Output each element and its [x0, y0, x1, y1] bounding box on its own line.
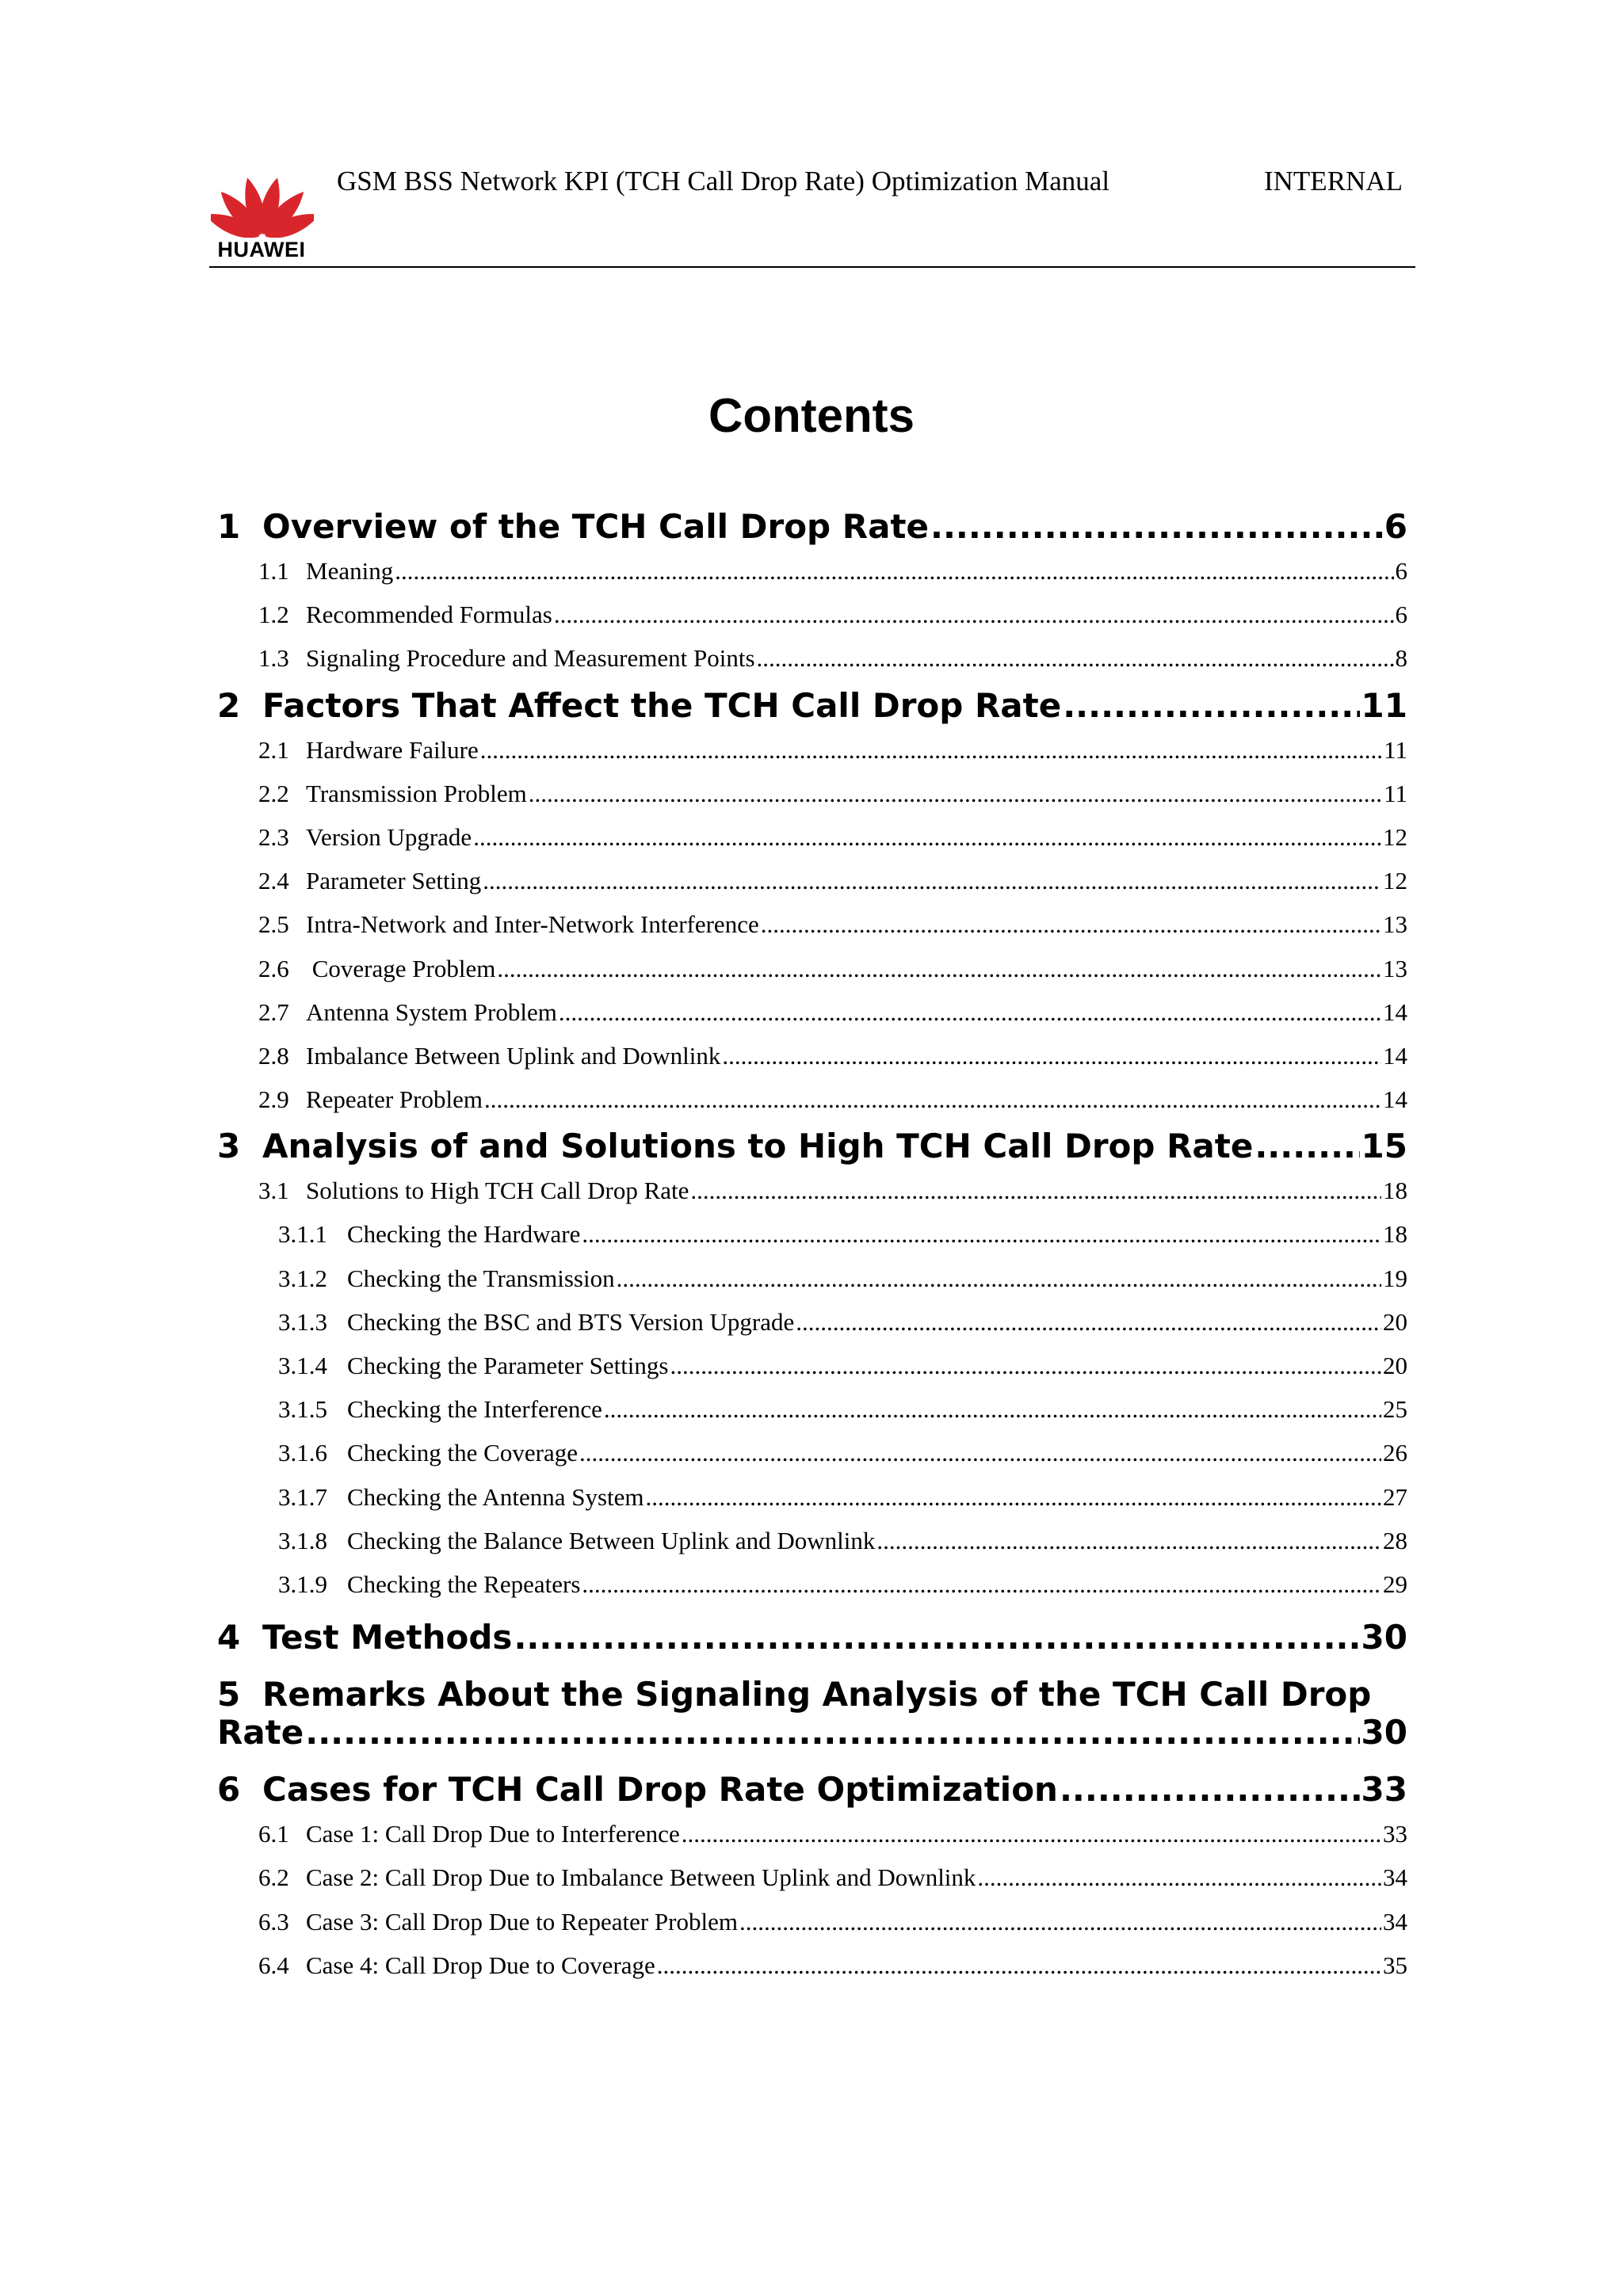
toc-section-number: 1: [217, 507, 241, 546]
toc-item-title: Signaling Procedure and Measurement Points: [306, 644, 755, 673]
toc-item-number: 2.5: [258, 910, 289, 939]
toc-subitem-3-1-9[interactable]: [217, 1562, 1407, 1606]
toc-item-2-8[interactable]: [217, 1034, 1407, 1077]
toc-page-number: 12: [1383, 822, 1407, 851]
toc-page-number: 15: [1361, 1127, 1407, 1166]
toc-subitem-number: 3.1.8: [278, 1526, 327, 1554]
toc-subitem-title: Checking the BSC and BTS Version Upgrade: [347, 1307, 795, 1336]
dot-leader: [930, 505, 1383, 549]
toc-page-number: 12: [1383, 867, 1407, 895]
dot-leader: [1063, 684, 1359, 728]
toc-item-title: Hardware Failure: [306, 735, 479, 764]
dot-leader: [582, 1212, 1381, 1256]
toc-section-number: 4: [217, 1618, 241, 1657]
toc-page-number: 30: [1361, 1713, 1407, 1753]
toc-subitem-3-1-5[interactable]: [217, 1387, 1407, 1431]
toc-page-number: 33: [1383, 1820, 1407, 1848]
toc-section-title-line2: Rate: [217, 1713, 304, 1753]
toc-item-title: Recommended Formulas: [306, 601, 552, 629]
toc-item-title: Case 3: Call Drop Due to Repeater Problem: [306, 1907, 738, 1936]
logo-text: HUAWEI: [217, 238, 306, 261]
toc-page-number: 19: [1383, 1264, 1407, 1292]
contents-heading: Contents: [708, 389, 915, 442]
dot-leader: [657, 1943, 1381, 1987]
dot-leader: [977, 1855, 1381, 1899]
toc-item-number: 6.2: [258, 1863, 289, 1892]
huawei-logo: [211, 162, 314, 261]
dot-leader: [480, 728, 1382, 772]
toc-item-6-2[interactable]: [217, 1855, 1407, 1899]
toc-item-number: 2.3: [258, 822, 289, 851]
toc-section-title: Test Methods: [262, 1618, 513, 1657]
dot-leader: [617, 1257, 1381, 1300]
toc-item-number: 1.1: [258, 557, 289, 585]
toc-subitem-3-1-8[interactable]: [217, 1519, 1407, 1562]
toc-section-1[interactable]: [217, 505, 1407, 549]
toc-page-number: 11: [1361, 685, 1407, 725]
toc-item-2-3[interactable]: [217, 815, 1407, 859]
toc-section-title: Cases for TCH Call Drop Rate Optimization: [262, 1770, 1058, 1810]
toc-section-number: 6: [217, 1770, 241, 1810]
toc-section-title: Overview of the TCH Call Drop Rate: [262, 507, 929, 546]
dot-leader: [739, 1900, 1381, 1943]
toc-subitem-title: Checking the Parameter Settings: [347, 1352, 669, 1379]
toc-section-number: 3: [217, 1127, 241, 1166]
toc-page-number: 8: [1395, 644, 1407, 673]
toc-subitem-title: Checking the Hardware: [347, 1220, 581, 1249]
toc-subitem-number: 3.1.1: [278, 1220, 327, 1249]
dot-leader: [497, 947, 1381, 990]
toc-subitem-number: 3.1.9: [278, 1569, 327, 1598]
dot-leader: [1254, 1124, 1359, 1169]
toc-page-number: 6: [1395, 557, 1407, 585]
dot-leader: [670, 1344, 1381, 1387]
toc-item-number: 2.6: [258, 954, 289, 982]
dot-leader: [514, 1615, 1359, 1660]
toc-subitem-title: Checking the Antenna System: [347, 1482, 644, 1511]
toc-section-number: 2: [217, 685, 241, 725]
toc-page-number: 14: [1383, 997, 1407, 1026]
dot-leader: [483, 859, 1381, 902]
toc-section-3[interactable]: [217, 1124, 1407, 1169]
toc-page-number: 25: [1383, 1395, 1407, 1424]
toc-item-number: 1.2: [258, 601, 289, 629]
toc-subitem-number: 3.1.4: [278, 1352, 327, 1379]
toc-item-title: Transmission Problem: [306, 779, 527, 807]
toc-subitem-number: 3.1.6: [278, 1439, 327, 1467]
toc-page-number: 11: [1384, 735, 1407, 764]
toc-page-number: 6: [1384, 507, 1407, 546]
toc-item-number: 6.3: [258, 1907, 289, 1936]
toc-item-title: Case 2: Call Drop Due to Imbalance Between Uplink and Downlink: [306, 1863, 976, 1892]
toc-item-title: Version Upgrade: [306, 822, 472, 851]
toc-item-number: 2.8: [258, 1041, 289, 1070]
toc-subitem-3-1-1[interactable]: [217, 1212, 1407, 1256]
toc-page-number: 20: [1383, 1307, 1407, 1336]
table-of-contents: [217, 502, 1407, 1987]
toc-subitem-number: 3.1.3: [278, 1307, 327, 1336]
dot-leader: [582, 1562, 1381, 1606]
toc-section-4[interactable]: [217, 1615, 1407, 1660]
toc-subitem-3-1-7[interactable]: [217, 1475, 1407, 1519]
toc-item-title: Parameter Setting: [306, 867, 482, 895]
toc-item-2-1[interactable]: [217, 728, 1407, 772]
toc-page-number: 29: [1383, 1569, 1407, 1598]
toc-section-title-line1: Remarks About the Signaling Analysis of the TCH Call Drop: [262, 1675, 1372, 1714]
toc-item-2-9[interactable]: [217, 1077, 1407, 1121]
toc-section-title: Factors That Affect the TCH Call Drop Rate: [262, 685, 1062, 725]
toc-item-number: 3.1: [258, 1177, 289, 1205]
toc-subitem-number: 3.1.5: [278, 1395, 327, 1424]
toc-item-number: 2.4: [258, 867, 289, 895]
toc-item-6-4[interactable]: [217, 1943, 1407, 1987]
toc-item-number: 2.9: [258, 1085, 289, 1114]
dot-leader: [757, 636, 1394, 680]
toc-page-number: 30: [1361, 1618, 1407, 1657]
toc-page-number: 13: [1383, 910, 1407, 939]
dot-leader: [559, 990, 1381, 1034]
toc-page-number: 34: [1383, 1863, 1407, 1892]
toc-page-number: 28: [1383, 1526, 1407, 1554]
toc-page-number: 27: [1383, 1482, 1407, 1511]
huawei-petal-icon: [211, 162, 314, 238]
toc-item-title: Coverage Problem: [306, 954, 496, 982]
toc-subitem-number: 3.1.2: [278, 1264, 327, 1292]
toc-page-number: 20: [1383, 1352, 1407, 1379]
toc-item-number: 2.2: [258, 779, 289, 807]
dot-leader: [876, 1519, 1381, 1562]
dot-leader: [604, 1387, 1381, 1431]
dot-leader: [1060, 1768, 1360, 1812]
toc-page-number: 34: [1383, 1907, 1407, 1936]
toc-item-2-5[interactable]: [217, 902, 1407, 946]
toc-item-2-2[interactable]: [217, 772, 1407, 815]
toc-item-title: Solutions to High TCH Call Drop Rate: [306, 1177, 689, 1205]
toc-section-6[interactable]: [217, 1768, 1407, 1812]
toc-page-number: 33: [1361, 1770, 1407, 1810]
toc-subitem-3-1-6[interactable]: [217, 1431, 1407, 1474]
toc-item-number: 1.3: [258, 644, 289, 673]
toc-subitem-title: Checking the Balance Between Uplink and Downlink: [347, 1526, 876, 1554]
dot-leader: [796, 1300, 1381, 1344]
toc-subitem-title: Checking the Interference: [347, 1395, 602, 1424]
toc-subitem-number: 3.1.7: [278, 1482, 327, 1511]
dot-leader: [690, 1169, 1381, 1212]
toc-section-2[interactable]: [217, 684, 1407, 728]
dot-leader: [646, 1475, 1381, 1519]
toc-item-1-3[interactable]: [217, 636, 1407, 680]
toc-item-6-3[interactable]: [217, 1900, 1407, 1943]
toc-item-number: 6.1: [258, 1820, 289, 1848]
dot-leader: [761, 902, 1381, 946]
dot-leader: [529, 772, 1382, 815]
document-title: GSM BSS Network KPI (TCH Call Drop Rate) Optimization Manual: [337, 166, 1110, 196]
dot-leader: [722, 1034, 1381, 1077]
dot-leader: [579, 1431, 1381, 1474]
dot-leader: [305, 1714, 1359, 1752]
toc-item-number: 2.1: [258, 735, 289, 764]
toc-item-title: Intra-Network and Inter-Network Interference: [306, 910, 759, 939]
toc-page-number: 6: [1395, 601, 1407, 629]
dot-leader: [473, 815, 1381, 859]
toc-page-number: 11: [1384, 779, 1407, 807]
toc-section-title: Analysis of and Solutions to High TCH Call Drop Rate: [262, 1127, 1254, 1166]
toc-item-title: Meaning: [306, 557, 394, 585]
toc-item-1-1[interactable]: [217, 549, 1407, 593]
toc-item-number: 6.4: [258, 1951, 289, 1979]
toc-section-5[interactable]: [217, 1676, 1407, 1752]
toc-item-2-7[interactable]: [217, 990, 1407, 1034]
dot-leader: [554, 593, 1394, 636]
toc-item-2-4[interactable]: [217, 859, 1407, 902]
toc-page-number: 18: [1383, 1220, 1407, 1249]
toc-item-title: Antenna System Problem: [306, 997, 557, 1026]
toc-page-number: 18: [1383, 1177, 1407, 1205]
toc-item-1-2[interactable]: [217, 593, 1407, 636]
toc-subitem-3-1-2[interactable]: [217, 1257, 1407, 1300]
toc-item-title: Repeater Problem: [306, 1085, 483, 1114]
toc-item-title: Case 4: Call Drop Due to Coverage: [306, 1951, 655, 1979]
dot-leader: [682, 1812, 1381, 1855]
toc-section-number: 5: [217, 1675, 241, 1714]
toc-subitem-title: Checking the Coverage: [347, 1439, 578, 1467]
toc-page-number: 14: [1383, 1041, 1407, 1070]
toc-item-2-6[interactable]: [217, 947, 1407, 990]
toc-item-3-1[interactable]: [217, 1169, 1407, 1212]
classification-label: INTERNAL: [1264, 166, 1403, 196]
toc-subitem-title: Checking the Transmission: [347, 1264, 615, 1292]
toc-page-number: 26: [1383, 1439, 1407, 1467]
toc-subitem-3-1-4[interactable]: [217, 1344, 1407, 1387]
toc-item-title: Case 1: Call Drop Due to Interference: [306, 1820, 680, 1848]
toc-page-number: 13: [1383, 954, 1407, 982]
toc-page-number: 35: [1383, 1951, 1407, 1979]
toc-item-6-1[interactable]: [217, 1812, 1407, 1855]
toc-subitem-title: Checking the Repeaters: [347, 1569, 581, 1598]
toc-page-number: 14: [1383, 1085, 1407, 1114]
toc-item-number: 2.7: [258, 997, 289, 1026]
header-divider: [209, 266, 1415, 268]
dot-leader: [395, 549, 1393, 593]
dot-leader: [484, 1077, 1381, 1121]
toc-item-title: Imbalance Between Uplink and Downlink: [306, 1041, 721, 1070]
toc-subitem-3-1-3[interactable]: [217, 1300, 1407, 1344]
